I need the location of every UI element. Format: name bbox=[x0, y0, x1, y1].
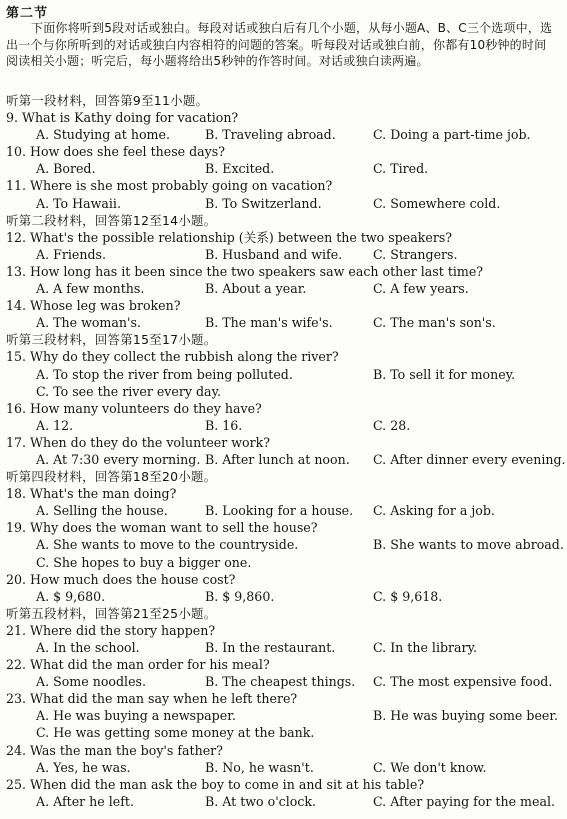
answer-option: A. The woman's. bbox=[36, 315, 141, 331]
answer-option: A. Yes, he was. bbox=[36, 759, 131, 775]
answer-option: A. He was buying a newspaper. bbox=[36, 708, 236, 724]
segment-heading: 听第四段材料，回答第18至20小题。 bbox=[6, 469, 217, 485]
answer-option: B. In the restaurant. bbox=[205, 640, 336, 655]
question-stem: 20. How much does the house cost? bbox=[6, 571, 236, 587]
answer-options bbox=[6, 246, 562, 263]
question-stem: 14. Whose leg was broken? bbox=[6, 298, 181, 314]
answer-option: A. A few months. bbox=[36, 281, 145, 297]
answer-option: A. $ 9,680. bbox=[36, 588, 106, 604]
answer-option: A. 12. bbox=[36, 417, 74, 433]
answer-option: B. To Switzerland. bbox=[205, 195, 322, 211]
answer-option: C. The most expensive food. bbox=[373, 674, 553, 690]
answer-option: B. Husband and wife. bbox=[205, 246, 343, 262]
answer-options bbox=[6, 536, 562, 553]
section-instructions: 下面你将听到5段对话或独白。每段对话或独白后有几个小题，从每小题A、B、C三个选项中，选出一个与你所听到的对话或独白内容相符的问题的答案。听每段对话或独白前，你都有10秒钟的时间阅读相关小题；听完后，每小题将给出5秒钟的作答时间。对话或独白读两遍。 bbox=[6, 21, 553, 68]
answer-option: B. Traveling abroad. bbox=[205, 127, 336, 143]
question-stem: 9. What is Kathy doing for vacation? bbox=[6, 110, 239, 126]
question-stem: 10. How does she feel these days? bbox=[6, 144, 226, 160]
segment-heading: 听第一段材料，回答第9至11小题。 bbox=[6, 93, 209, 108]
answer-option: A. To Hawaii. bbox=[36, 195, 121, 211]
question-stem: 11. Where is she most probably going on vacation? bbox=[6, 178, 333, 194]
answer-option: C. 28. bbox=[373, 417, 411, 433]
answer-option: A. Studying at home. bbox=[36, 127, 170, 143]
answer-option: A. To stop the river from being polluted. bbox=[36, 366, 293, 382]
answer-option: A. Bored. bbox=[36, 161, 96, 177]
answer-option: A. After he left. bbox=[36, 793, 134, 809]
answer-option: B. To sell it for money. bbox=[373, 366, 516, 382]
answer-options bbox=[6, 314, 562, 331]
answer-option: A. She wants to move to the countryside. bbox=[36, 537, 299, 553]
answer-option: B. The man's wife's. bbox=[205, 315, 333, 331]
answer-options bbox=[6, 588, 562, 605]
answer-options bbox=[6, 707, 562, 724]
answer-options bbox=[6, 451, 566, 468]
answer-option: C. After paying for the meal. bbox=[373, 793, 555, 809]
answer-option: B. He was buying some beer. bbox=[373, 708, 558, 724]
question-stem: 16. How many volunteers do they have? bbox=[6, 400, 262, 416]
question-stem: 19. Why does the woman want to sell the house? bbox=[6, 520, 318, 536]
question-stem: 24. Was the man the boy's father? bbox=[6, 742, 223, 758]
question-stem: 15. Why do they collect the rubbish along the river? bbox=[6, 349, 339, 365]
segment-heading: 听第五段材料，回答第21至25小题。 bbox=[6, 605, 217, 621]
answer-options bbox=[6, 417, 562, 434]
question-stem: 18. What's the man doing? bbox=[6, 486, 177, 502]
answer-option: A. In the school. bbox=[36, 640, 140, 655]
answer-options bbox=[6, 280, 562, 297]
answer-option: B. After lunch at noon. bbox=[205, 451, 350, 467]
answer-option: B. $ 9,860. bbox=[205, 588, 275, 604]
answer-options bbox=[6, 383, 562, 400]
answer-option: A. Selling the house. bbox=[36, 503, 168, 519]
section-title: 第二节 bbox=[6, 6, 49, 21]
answer-option: C. Somewhere cold. bbox=[373, 195, 501, 211]
answer-option: B. No, he wasn't. bbox=[205, 759, 314, 775]
answer-option: C. Strangers. bbox=[373, 246, 458, 262]
answer-options bbox=[6, 673, 562, 690]
question-stem: 21. Where did the story happen? bbox=[6, 622, 216, 638]
answer-option: C. In the library. bbox=[373, 640, 478, 655]
question-list bbox=[6, 92, 566, 810]
answer-options bbox=[6, 126, 562, 143]
answer-option: C. Tired. bbox=[373, 161, 429, 177]
answer-options bbox=[6, 160, 562, 177]
answer-option: C. Asking for a job. bbox=[373, 503, 495, 519]
answer-option: B. Looking for a house. bbox=[205, 503, 354, 519]
answer-option: C. We don't know. bbox=[373, 759, 487, 775]
answer-options bbox=[6, 554, 562, 571]
question-stem: 12. What's the possible relationship (关系) between the two speakers? bbox=[6, 229, 453, 245]
answer-options bbox=[6, 759, 562, 776]
answer-option: A. Some noodles. bbox=[36, 674, 146, 690]
answer-options bbox=[6, 793, 562, 810]
answer-option: A. Friends. bbox=[36, 246, 106, 262]
answer-option: C. Doing a part-time job. bbox=[373, 127, 531, 143]
answer-option: C. After dinner every evening. bbox=[373, 451, 566, 467]
question-stem: 13. How long has it been since the two speakers saw each other last time? bbox=[6, 263, 484, 279]
answer-option: C. He was getting some money at the bank. bbox=[36, 725, 315, 741]
answer-option: B. Excited. bbox=[205, 161, 275, 177]
answer-option: B. About a year. bbox=[205, 281, 307, 297]
question-stem: 23. What did the man say when he left there? bbox=[6, 691, 298, 707]
answer-option: B. She wants to move abroad. bbox=[373, 537, 564, 553]
question-stem: 25. When did the man ask the boy to come in and sit at his table? bbox=[6, 776, 425, 792]
answer-option: A. At 7:30 every morning. bbox=[36, 451, 201, 467]
answer-option: C. To see the river every day. bbox=[36, 383, 222, 399]
answer-option: C. $ 9,618. bbox=[373, 588, 443, 604]
answer-option: C. She hopes to buy a bigger one. bbox=[36, 554, 252, 570]
segment-heading: 听第三段材料，回答第15至17小题。 bbox=[6, 332, 217, 348]
question-stem: 22. What did the man order for his meal? bbox=[6, 657, 270, 673]
answer-options bbox=[6, 366, 562, 383]
answer-option: C. A few years. bbox=[373, 281, 469, 297]
answer-options bbox=[6, 724, 562, 741]
answer-option: B. The cheapest things. bbox=[205, 674, 356, 690]
answer-options bbox=[6, 195, 562, 212]
segment-heading: 听第二段材料，回答第12至14小题。 bbox=[6, 212, 217, 228]
question-stem: 17. When do they do the volunteer work? bbox=[6, 434, 271, 450]
answer-option: C. The man's son's. bbox=[373, 315, 496, 331]
answer-option: B. At two o'clock. bbox=[205, 793, 317, 809]
answer-options bbox=[6, 502, 562, 519]
answer-option: B. 16. bbox=[205, 417, 243, 433]
answer-options bbox=[6, 639, 562, 656]
